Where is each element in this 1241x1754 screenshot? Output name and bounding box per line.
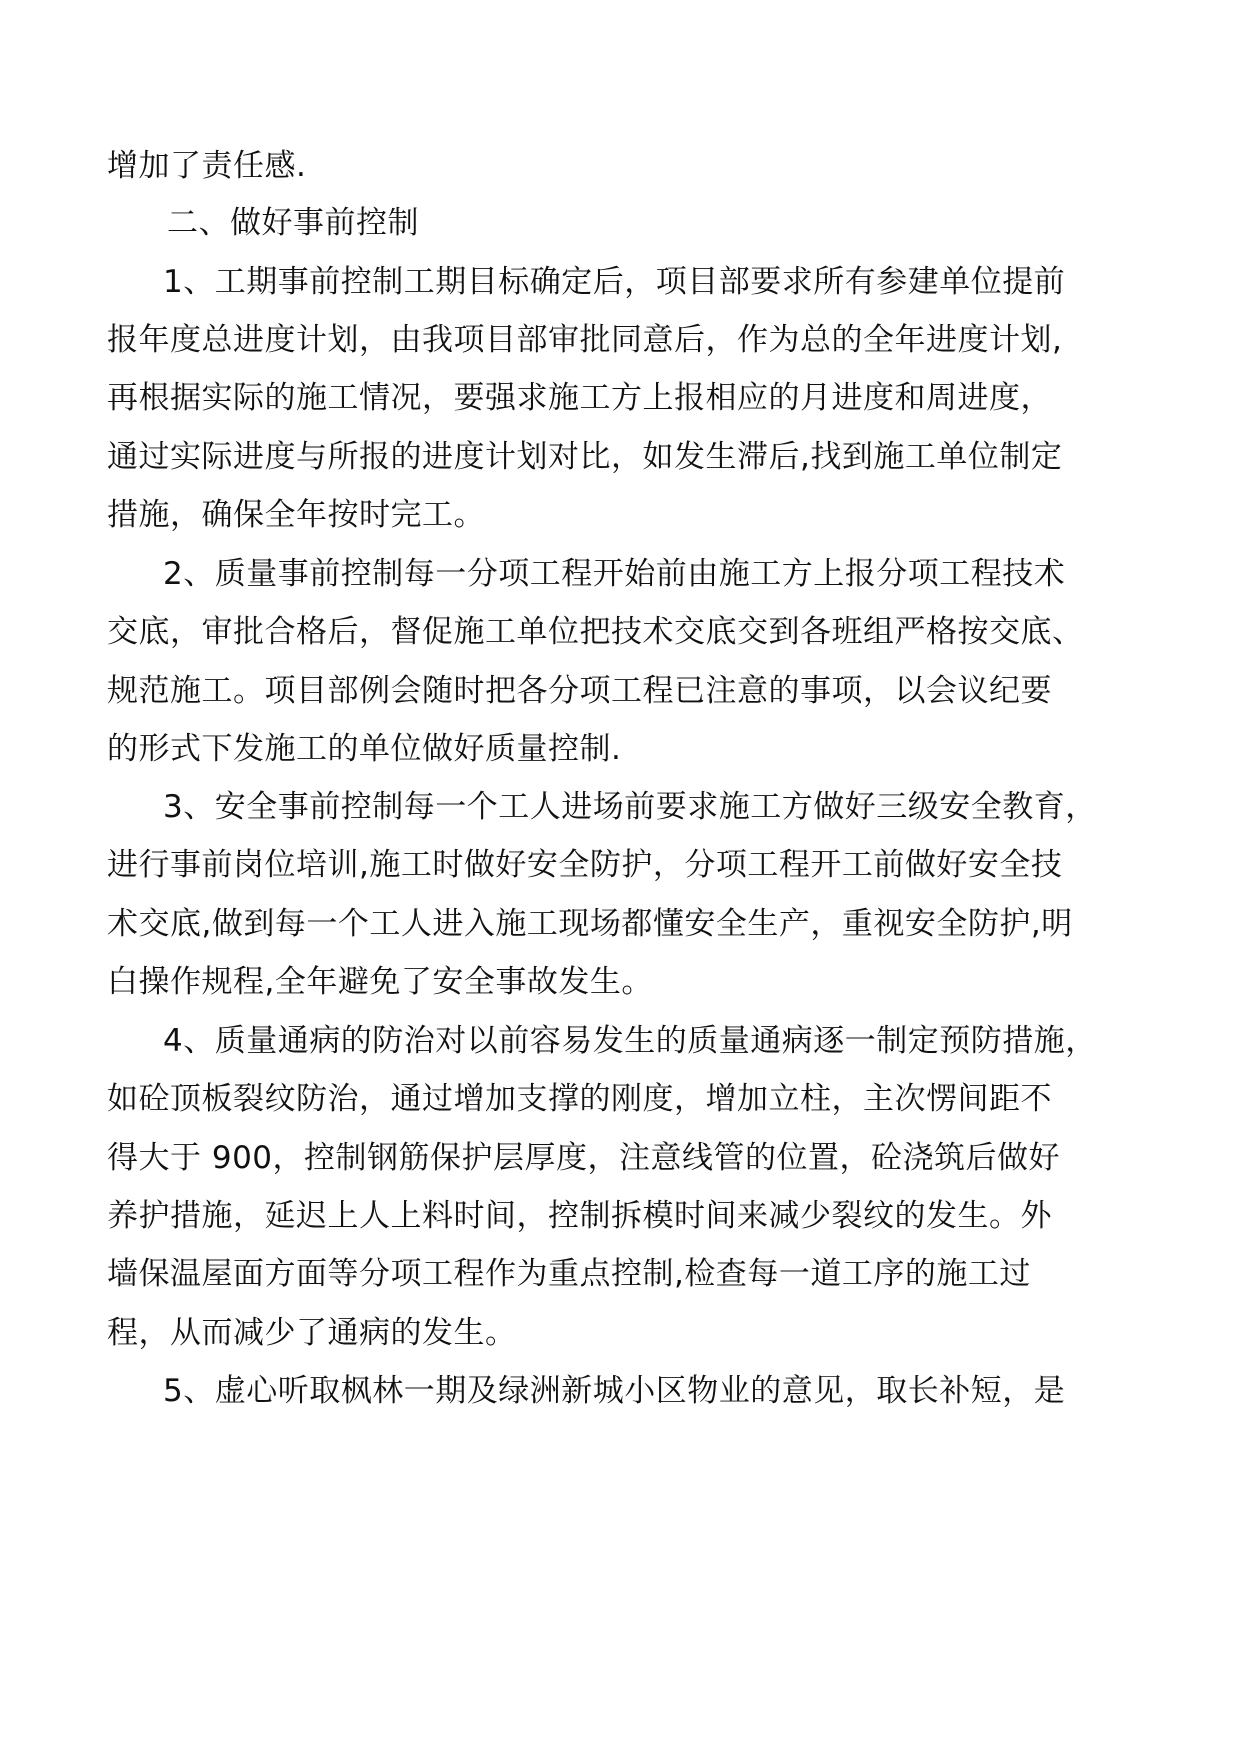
text-line: 1、工期事前控制工期目标确定后，项目部要求所有参建单位提前: [163, 264, 1066, 300]
text-line: 2、质量事前控制每一分项工程开始前由施工方上报分项工程技术: [163, 556, 1066, 592]
text-line: 增加了责任感.: [107, 148, 307, 184]
text-line: 白操作规程,全年避免了安全事故发生。: [107, 964, 653, 1000]
text-line: 术交底,做到每一个工人进入施工现场都懂安全生产，重视安全防护,明: [107, 906, 1073, 942]
text-line: 3、安全事前控制每一个工人进场前要求施工方做好三级安全教育，: [163, 789, 1097, 825]
text-line: 养护措施，延迟上人上料时间，控制拆模时间来减少裂纹的发生。外: [107, 1198, 1052, 1234]
text-line: 4、质量通病的防治对以前容易发生的质量通病逐一制定预防措施，: [163, 1023, 1097, 1059]
text-line: 报年度总进度计划，由我项目部审批同意后，作为总的全年进度计划,: [107, 322, 1063, 358]
text-line: 得大于 900，控制钢筋保护层厚度，注意线管的位置，砼浇筑后做好: [107, 1140, 1061, 1176]
text-line: 如砼顶板裂纹防治，通过增加支撑的刚度，增加立柱，主次愣间距不: [107, 1081, 1052, 1117]
text-line: 通过实际进度与所报的进度计划对比，如发生滞后,找到施工单位制定: [107, 439, 1063, 475]
text-line: 交底，审批合格后，督促施工单位把技术交底交到各班组严格按交底、: [107, 614, 1084, 650]
text-line: 5、虚心听取枫林一期及绿洲新城小区物业的意见，取长补短，是: [163, 1373, 1066, 1409]
text-line: 的形式下发施工的单位做好质量控制.: [107, 731, 622, 767]
text-line: 程，从而减少了通病的发生。: [107, 1315, 517, 1351]
text-line: 再根据实际的施工情况，要强求施工方上报相应的月进度和周进度，: [107, 380, 1052, 416]
text-line: 规范施工。项目部例会随时把各分项工程已注意的事项，以会议纪要: [107, 673, 1052, 709]
text-line: 墙保温屋面方面等分项工程作为重点控制,检查每一道工序的施工过: [107, 1256, 1031, 1292]
section-heading: 二、做好事前控制: [167, 205, 419, 241]
text-line: 进行事前岗位培训,施工时做好安全防护，分项工程开工前做好安全技: [107, 847, 1063, 883]
text-line: 措施，确保全年按时完工。: [107, 497, 485, 533]
